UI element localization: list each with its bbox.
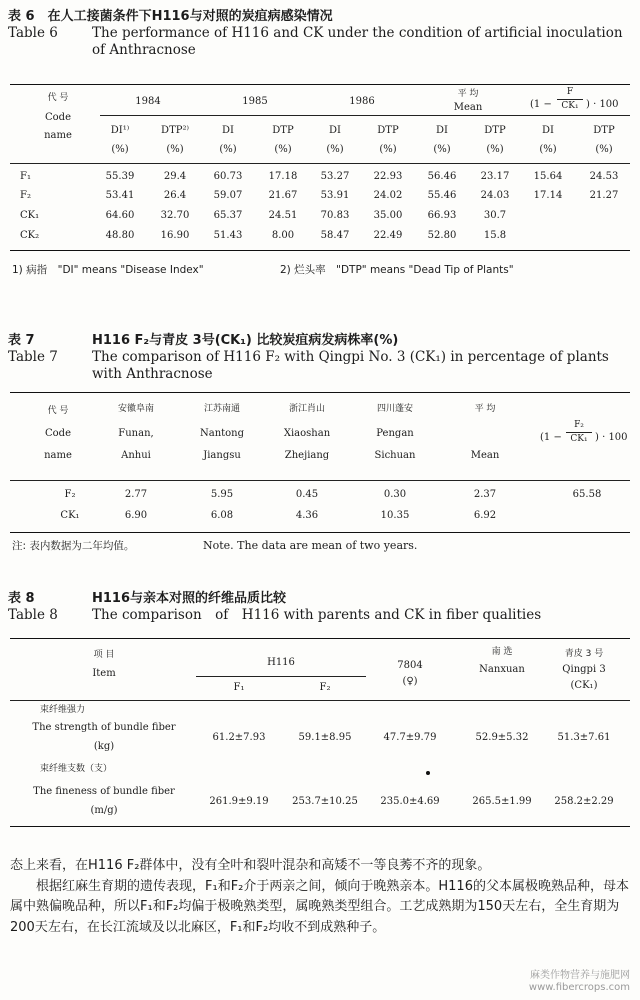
t6-cell: 35.00 [373, 210, 403, 221]
t7-column-header: Zhejiang [284, 450, 330, 461]
t6-subheader: DTP [593, 125, 615, 136]
table7-cn-label: 表 7 [8, 333, 35, 348]
t7-column-header: 浙江肖山 [288, 404, 326, 414]
table7-label: Table 7 [8, 349, 58, 365]
t6-unit: (%) [326, 144, 344, 155]
t6-subheader: DI [542, 125, 554, 136]
body-paragraph-1: 态上来看，在H116 F₂群体中，没有全叶和裂叶混杂和高矮不一等良莠不齐的现象。 [10, 858, 491, 873]
t7-column-header: Anhui [121, 450, 151, 461]
t6-mean-cn: 平 均 [457, 89, 479, 99]
t6-cell: 21.67 [268, 190, 298, 201]
t8-row2-unit: (m/g) [90, 805, 118, 816]
t6-unit: (%) [111, 144, 129, 155]
t7-cell: 0.30 [383, 489, 407, 500]
t8-h116: H116 [267, 657, 295, 668]
t6-cell: 17.18 [268, 171, 298, 182]
table6-mid-rule [100, 115, 630, 116]
t6-cell: 22.93 [373, 171, 403, 182]
t6-code-cn: 代 号 [47, 93, 69, 103]
table7-caption [8, 332, 630, 383]
t6-row-code: CK₂ [20, 230, 40, 241]
t6-cell: 60.73 [213, 171, 243, 182]
t6-cell: 15.64 [533, 171, 563, 182]
t6-cell: 55.39 [105, 171, 135, 182]
t8-strength-cell: 52.9±5.32 [475, 732, 529, 743]
t6-cell: 53.91 [320, 190, 350, 201]
t8-fineness-cell: 235.0±4.69 [380, 796, 440, 807]
t6-footnote-1: 1) 病指 "DI" means "Disease Index" [12, 264, 204, 276]
table7-header-rule [10, 480, 630, 481]
t6-row-code: F₁ [20, 171, 31, 182]
t7-cell: 6.08 [210, 510, 234, 521]
table6-label: Table 6 [8, 25, 58, 41]
t6-cell: 8.00 [271, 230, 295, 241]
t6-subheader: DTP [272, 125, 294, 136]
t6-code-name: name [44, 130, 72, 141]
t8-qingpi-ck: (CK₁) [570, 680, 598, 691]
t6-footnote-2: 2) 烂头率 "DTP" means "Dead Tip of Plants" [280, 264, 514, 276]
t6-ratio-left: (1 − [530, 99, 552, 110]
t6-unit: (%) [274, 144, 292, 155]
t8-strength-cell: 61.2±7.93 [212, 732, 266, 743]
t6-cell: 53.41 [105, 190, 135, 201]
table8-caption [8, 590, 630, 624]
t7-note-cn: 注: 表内数据为二年均值。 [12, 540, 135, 552]
t8-strength-cell: 51.3±7.61 [557, 732, 611, 743]
t6-cell: 16.90 [160, 230, 190, 241]
t6-cell: 32.70 [160, 210, 190, 221]
t6-ratio-bar [557, 99, 583, 100]
t6-cell: 24.03 [480, 190, 510, 201]
table8-top-rule [10, 638, 630, 639]
t7-ratio-fraction [566, 420, 592, 445]
t7-cell: 6.90 [124, 510, 148, 521]
t6-unit: (%) [219, 144, 237, 155]
t8-row1-en: The strength of bundle fiber [32, 722, 176, 733]
t6-cell: 64.60 [105, 210, 135, 221]
t6-cell: 65.37 [213, 210, 243, 221]
table6-en-title: The performance of H116 and CK under the condition of artificial inoculation of Anthracnose [92, 25, 623, 58]
t7-ratio-bar [566, 432, 592, 433]
t6-year-1984: 1984 [135, 96, 161, 107]
t6-cell: 53.27 [320, 171, 350, 182]
t7-column-header: Sichuan [374, 450, 416, 461]
t7-code-name: name [44, 450, 72, 461]
t7-column-header: 江苏南通 [203, 404, 241, 414]
t6-unit: (%) [595, 144, 613, 155]
t8-nanxuan-en: Nanxuan [479, 664, 525, 675]
t8-row2-cn: 束纤维支数（支） [40, 764, 113, 774]
t6-cell: 48.80 [105, 230, 135, 241]
t8-fineness-cell: 253.7±10.25 [292, 796, 358, 807]
t8-row1-unit: (kg) [93, 741, 115, 752]
body-paragraph-2: 根据红麻生育期的遗传表现，F₁和F₂介于两亲之间，倾向于晚熟亲本。H116的父本属极晚熟品种，母本属中熟偏晚品种，所以F₁和F₂均偏于极晚熟类型，属晚熟类型组合。工艺成熟期为150天左右，全生育期为200天左右，在长江流域及以北麻区，F₁和F₂均收不到成熟种子。 [10, 878, 629, 935]
t7-ratio-den: CK₁ [570, 434, 588, 444]
t7-column-header: Mean [470, 450, 500, 461]
t6-cell: 26.4 [163, 190, 187, 201]
t8-item-cn: 项 目 [93, 650, 115, 660]
t7-column-header: Pengan [376, 428, 414, 439]
t7-column-header: 平 均 [474, 404, 496, 414]
t8-item-en: Item [92, 668, 116, 679]
t6-year-1985: 1985 [242, 96, 268, 107]
table6-cn-title: 表 6 在人工接菌条件下H116与对照的炭疽病感染情况 [8, 9, 333, 24]
t6-row-code: F₂ [20, 190, 31, 201]
t7-ratio-num: F₂ [574, 420, 584, 430]
t6-cell: 66.93 [427, 210, 457, 221]
t6-cell: 17.14 [533, 190, 563, 201]
t7-ratio-right: ) · 100 [595, 432, 628, 443]
t6-ratio-num: F [566, 87, 574, 97]
t6-code-en: Code [45, 112, 71, 123]
t7-cell: 2.77 [124, 489, 148, 500]
t6-cell: 30.7 [483, 210, 507, 221]
t6-subheader: DTP [484, 125, 506, 136]
table8-header-rule [10, 700, 630, 701]
t6-cell: 23.17 [480, 171, 510, 182]
t6-subheader: DI¹⁾ [110, 125, 130, 136]
t6-unit: (%) [433, 144, 451, 155]
t6-unit: (%) [379, 144, 397, 155]
t6-cell: 51.43 [213, 230, 243, 241]
t7-cell: 2.37 [473, 489, 497, 500]
t7-ratio-left: (1 − [540, 432, 562, 443]
t6-cell: 55.46 [427, 190, 457, 201]
t7-cell: 10.35 [380, 510, 410, 521]
t6-cell: 24.53 [589, 171, 619, 182]
t8-strength-cell: 59.1±8.95 [298, 732, 352, 743]
t7-column-header: Nantong [199, 428, 245, 439]
table6-caption [8, 8, 630, 59]
table6-top-rule [10, 84, 630, 85]
t6-ratio-right: ) · 100 [586, 99, 619, 110]
table6-bottom-rule [10, 250, 630, 251]
t6-cell: 29.4 [163, 171, 187, 182]
t7-code-cn: 代 号 [47, 406, 69, 416]
table6-header-rule [10, 163, 630, 164]
watermark-url: www.fibercrops.com [528, 982, 630, 993]
t8-qingpi-en: Qingpi 3 [562, 664, 606, 675]
t8-row2-en: The fineness of bundle fiber [33, 786, 175, 797]
table7-bottom-rule [10, 532, 630, 533]
t7-cell: 4.36 [295, 510, 319, 521]
t8-7804: 7804 [397, 660, 423, 671]
t6-subheader: DI [222, 125, 234, 136]
t6-unit: (%) [166, 144, 184, 155]
t8-7804-female: (♀) [402, 676, 418, 687]
t7-cell: 5.95 [210, 489, 234, 500]
t7-cell: 6.92 [473, 510, 497, 521]
t6-unit: (%) [486, 144, 504, 155]
table7-en-title: The comparison of H116 F₂ with Qingpi No. 3 (CK₁) in percentage of plants with Anthracnose [92, 349, 609, 382]
t8-strength-cell: 47.7±9.79 [383, 732, 437, 743]
table8-en-title: The comparison of H116 with parents and CK in fiber qualities [92, 607, 542, 623]
table7-cn-title: H116 F₂与青皮 3号(CK₁) 比较炭疽病发病株率(%) [92, 333, 399, 348]
table8-cn-title: H116与亲本对照的纤维品质比较 [92, 591, 287, 606]
t6-cell: 24.02 [373, 190, 403, 201]
t7-column-header: 四川蓬安 [376, 404, 414, 414]
t8-fineness-cell: 261.9±9.19 [209, 796, 269, 807]
t6-cell: 21.27 [589, 190, 619, 201]
t8-row1-cn: 束纤维强力 [40, 705, 86, 715]
t6-mean-en: Mean [453, 102, 483, 113]
t7-row-code: CK₁ [60, 510, 80, 521]
t6-cell: 56.46 [427, 171, 457, 182]
t8-qingpi-cn: 青皮 3 号 [564, 649, 604, 659]
t7-column-header: Xiaoshan [283, 428, 331, 439]
t7-cell: 65.58 [572, 489, 602, 500]
t6-cell: 70.83 [320, 210, 350, 221]
t6-cell: 52.80 [427, 230, 457, 241]
t7-row-code: F₂ [64, 489, 76, 500]
t6-subheader: DTP [377, 125, 399, 136]
t7-note-en: Note. The data are mean of two years. [203, 539, 418, 552]
print-speck [426, 771, 430, 775]
t8-nanxuan-cn: 南 选 [491, 647, 513, 657]
watermark [529, 970, 630, 994]
watermark-cn: 麻类作物营养与施肥网 [530, 970, 630, 981]
table7-top-rule [10, 392, 630, 393]
t8-f1: F₁ [233, 682, 245, 693]
t6-subheader: DI [329, 125, 341, 136]
t6-year-1986: 1986 [349, 96, 375, 107]
t8-fineness-cell: 258.2±2.29 [554, 796, 614, 807]
t7-column-header: Jiangsu [203, 450, 241, 461]
t6-cell: 24.51 [268, 210, 298, 221]
t6-subheader: DTP²⁾ [161, 125, 189, 136]
table8-bottom-rule [10, 826, 630, 827]
t6-cell: 15.8 [483, 230, 507, 241]
t7-column-header: Funan, [118, 428, 154, 439]
body-text [10, 856, 630, 938]
t7-column-header: 安徽阜南 [117, 404, 155, 414]
table8-label: Table 8 [8, 607, 58, 623]
t6-cell: 58.47 [320, 230, 350, 241]
t6-unit: (%) [539, 144, 557, 155]
t6-cell: 22.49 [373, 230, 403, 241]
t6-ratio-fraction [557, 87, 583, 112]
t6-cell: 59.07 [213, 190, 243, 201]
t7-cell: 0.45 [295, 489, 319, 500]
t7-code-en: Code [45, 428, 71, 439]
t6-ratio-den: CK₁ [561, 101, 579, 111]
table8-h116-rule [196, 676, 366, 677]
t8-fineness-cell: 265.5±1.99 [472, 796, 532, 807]
t6-subheader: DI [436, 125, 448, 136]
t8-f2: F₂ [319, 682, 331, 693]
t6-row-code: CK₁ [20, 210, 40, 221]
table8-cn-label: 表 8 [8, 591, 35, 606]
